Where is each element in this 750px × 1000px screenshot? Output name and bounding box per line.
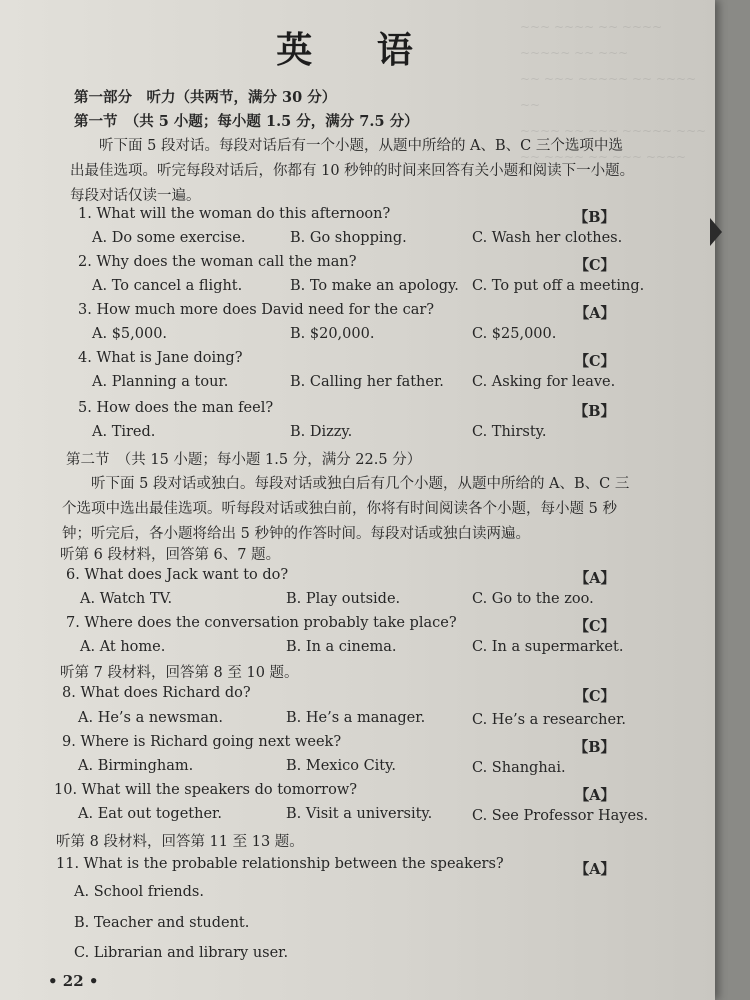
q7-option-c: C. In a supermarket. — [472, 639, 624, 655]
question-3: 3. How much more does David need for the car? — [78, 302, 435, 318]
q3-option-a: A. $5,000. — [92, 326, 168, 342]
q6-option-b: B. Play outside. — [286, 591, 401, 607]
q10-option-c: C. See Professor Hayes. — [472, 808, 649, 824]
q2-option-c: C. To put off a meeting. — [472, 278, 645, 294]
page-number: • 22 • — [48, 972, 99, 990]
q11-option-b: B. Teacher and student. — [74, 915, 250, 931]
question-2: 2. Why does the woman call the man? — [78, 254, 357, 270]
q9-option-a: A. Birmingham. — [78, 758, 194, 774]
section1-instructions: 听下面 5 段对话。每段对话后有一个小题，从题中所给的 A、B、C 三个选项中选出最佳选项。听完每段对话后，你都有 10 秒钟的时间来回答有关小题和阅读下一小题。每段对话仅读一遍。 — [70, 138, 635, 204]
q4-option-c: C. Asking for leave. — [472, 374, 616, 390]
material-7-note: 听第 7 段材料，回答第 8 至 10 题。 — [60, 665, 299, 681]
answer-2: 【C】 — [574, 257, 615, 274]
q1-option-a: A. Do some exercise. — [92, 230, 246, 246]
q6-option-c: C. Go to the zoo. — [472, 591, 594, 607]
answer-3: 【A】 — [574, 305, 615, 322]
bleed-through-text: ~~~ ~~~~ ~~ ~~~~ ~~~~~ ~~ ~~~ ~~ ~~~ ~~~~~ ~~ ~~~~ ~~ ~~~~ ~~ ~~~ ~~~~~ ~~~ ~~ ~~~~ ~~ ~~~ ~~~~ — [520, 20, 707, 164]
q6-option-a: A. Watch TV. — [80, 591, 173, 607]
question-11: 11. What is the probable relationship between the speakers? — [56, 856, 504, 872]
q4-option-a: A. Planning a tour. — [92, 374, 229, 390]
answer-7: 【C】 — [574, 618, 615, 635]
material-6-note: 听第 6 段材料，回答第 6、7 题。 — [60, 547, 281, 563]
page-tab-marker — [710, 218, 722, 246]
q5-option-c: C. Thirsty. — [472, 424, 547, 440]
q5-option-a: A. Tired. — [92, 424, 156, 440]
question-8: 8. What does Richard do? — [62, 685, 251, 701]
q8-option-c: C. He’s a researcher. — [472, 712, 627, 728]
answer-4: 【C】 — [574, 353, 615, 370]
answer-10: 【A】 — [574, 787, 615, 804]
q3-option-c: C. $25,000. — [472, 326, 557, 342]
q9-option-b: B. Mexico City. — [286, 758, 397, 774]
q7-option-a: A. At home. — [80, 639, 166, 655]
q10-option-b: B. Visit a university. — [286, 806, 433, 822]
q1-option-c: C. Wash her clothes. — [472, 230, 623, 246]
question-9: 9. Where is Richard going next week? — [62, 734, 342, 750]
q2-option-a: A. To cancel a flight. — [92, 278, 243, 294]
section2-heading: 第二节 （共 15 小题；每小题 1.5 分，满分 22.5 分） — [66, 452, 422, 468]
q5-option-b: B. Dizzy. — [290, 424, 353, 440]
answer-11: 【A】 — [574, 861, 615, 878]
answer-1: 【B】 — [573, 209, 615, 226]
answer-5: 【B】 — [573, 403, 615, 420]
q8-option-b: B. He’s a manager. — [286, 710, 426, 726]
q4-option-b: B. Calling her father. — [290, 374, 444, 390]
q11-option-a: A. School friends. — [74, 884, 204, 900]
part1-heading: 第一部分 听力（共两节，满分 30 分） — [74, 89, 337, 106]
material-8-note: 听第 8 段材料，回答第 11 至 13 题。 — [56, 834, 304, 850]
section1-heading: 第一节 （共 5 小题；每小题 1.5 分，满分 7.5 分） — [74, 113, 419, 130]
q3-option-b: B. $20,000. — [290, 326, 375, 342]
q11-option-c: C. Librarian and library user. — [74, 945, 289, 961]
answer-8: 【C】 — [574, 688, 615, 705]
section2-instructions: 听下面 5 段对话或独白。每段对话或独白后有几个小题，从题中所给的 A、B、C 三个选项中选出最佳选项。听每段对话或独白前，你将有时间阅读各个小题，每小题 5 秒钟；听完后，各小题将给出 5 秒钟的作答时间。每段对话或独白读两遍。 — [62, 476, 630, 542]
question-6: 6. What does Jack want to do? — [66, 567, 289, 583]
question-5: 5. How does the man feel? — [78, 400, 274, 416]
question-4: 4. What is Jane doing? — [78, 350, 243, 366]
answer-6: 【A】 — [574, 570, 615, 587]
q7-option-b: B. In a cinema. — [286, 639, 397, 655]
question-1: 1. What will the woman do this afternoon? — [78, 206, 391, 222]
q1-option-b: B. Go shopping. — [290, 230, 407, 246]
q9-option-c: C. Shanghai. — [472, 760, 566, 776]
q2-option-b: B. To make an apology. — [290, 278, 459, 294]
question-7: 7. Where does the conversation probably take place? — [66, 615, 457, 631]
q10-option-a: A. Eat out together. — [78, 806, 222, 822]
page-title: 英 语 — [276, 29, 439, 71]
answer-9: 【B】 — [573, 739, 615, 756]
question-10: 10. What will the speakers do tomorrow? — [54, 782, 358, 798]
q8-option-a: A. He’s a newsman. — [78, 710, 223, 726]
